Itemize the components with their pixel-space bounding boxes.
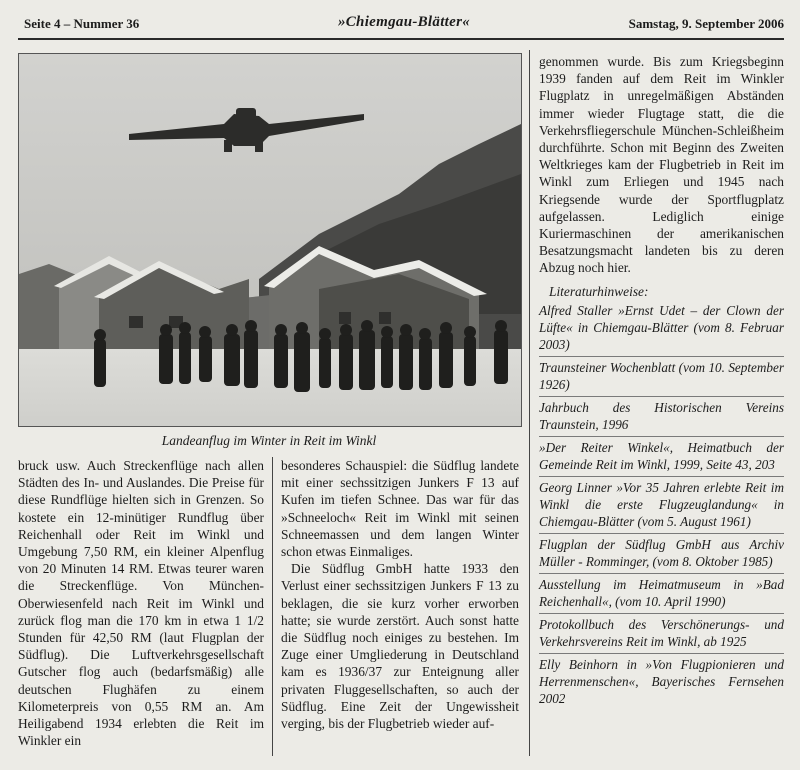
reference-item: Ausstellung im Heimatmuseum in »Bad Reichenhall«, (vom 10. April 1990) — [539, 573, 784, 613]
paragraph: genommen wurde. Bis zum Kriegsbeginn 1939 fanden auf dem Reit im Winkler Flugplatz in unregelmäßigen Abständen immer wieder Flugtage statt, die die Verkehrsfliegerschule München-Schleißheim durchführte. Schon mit Beginn des Zweiten Weltkrieges kam der Flugbetrieb in Reit im Winkl zum Erliegen und 1945 nach Kriegsende wurde der Sportflugplatz aufgelassen. Lediglich einige Kuriermaschinen der amerikanischen Besatzungsmacht landeten bis zu deren Abzug noch hier. — [539, 54, 784, 276]
reference-item: Georg Linner »Vor 35 Jahren erlebte Reit im Winkl die erste Flugzeuglandung« in Chiemgau-Blätter (vom 5. August 1961) — [539, 476, 784, 533]
issue-date: Samstag, 9. September 2006 — [628, 16, 784, 31]
reference-item: »Der Reiter Winkel«, Heimatbuch der Gemeinde Reit im Winkl, 1999, Seite 43, 203 — [539, 436, 784, 476]
page-header — [24, 14, 784, 34]
reference-item: Protokollbuch des Verschönerungs- und Verkehrsvereins Reit im Winkl, ab 1925 — [539, 613, 784, 653]
column-divider — [529, 50, 530, 756]
article-column-1 — [18, 457, 264, 749]
paragraph: Die Südflug GmbH hatte 1933 den Verlust einer sechssitzigen Junkers F 13 zu beklagen, die sie kurz vorher erworben hatte; sie wurde zerstört. Auch sonst hatte die Südflug noch einiges zu bestehen. Im Zuge einer Umgliederung in Deutschland kam es 1936/37 zur Enteignung aller privaten Fluggesellschaften, so auch der Südflug. Eine Zeit der Ungewissheit verging, bis der Flugbetrieb wieder auf- — [281, 561, 519, 732]
paragraph: besonderes Schauspiel: die Südflug landete mit einer sechssitzigen Junkers F 13 auf Kufen im tiefen Schnee. Das war für das »Schneeloch« Reit im Winkl mit seinen Schneemassen und dem langen Winter schon etwas Einmaliges. — [281, 458, 519, 560]
publication-title: »Chiemgau-Blätter« — [337, 14, 471, 30]
reference-item: Traunsteiner Wochenblatt (vom 10. September 1926) — [539, 356, 784, 396]
photo-airplane-landing — [18, 53, 522, 427]
article-column-3 — [539, 53, 784, 710]
column-divider — [272, 457, 273, 756]
reference-item: Elly Beinhorn in »Von Flugpionieren und Herrenmenschen«, Bayerisches Fernsehen 2002 — [539, 653, 784, 710]
photo-caption: Landeanflug im Winter in Reit im Winkl — [161, 433, 377, 448]
literature-heading: Literaturhinweise: — [549, 283, 649, 299]
reference-list — [539, 300, 784, 710]
header-rule — [18, 38, 784, 40]
article-column-2 — [281, 457, 519, 732]
reference-item: Jahrbuch des Historischen Vereins Traunstein, 1996 — [539, 396, 784, 436]
reference-item: Flugplan der Südflug GmbH aus Archiv Müller - Romminger, (vom 8. Oktober 1985) — [539, 533, 784, 573]
paragraph: bruck usw. Auch Streckenflüge nach allen Städten des In- und Auslandes. Die Preise für diese Rundflüge hielten sich in Grenzen. So kostete ein 12-minütiger Rundflug über Reichenhall oder Reit im Winkl und Umgebung 7,50 RM, ein kleiner Alpenflug von 20 Minuten 14 RM. Etwas teurer waren die Streckenflüge. Von München-Oberwiesenfeld nach Reit im Winkl und zurück flog man die 170 km in etwa 1 1/2 Stunden für 42,50 RM (laut Flugplan der Südflug). Die Luftverkehrsgesellschaft Gutscher flog auch (bedarfsmäßig) alle deutschen Flughäfen zu einem Kilometerpreis von 0,55 RM an. Am Heiligabend 1934 erlebten die Reit im Winkler ein — [18, 458, 264, 749]
page-number: Seite 4 – Nummer 36 — [24, 16, 140, 31]
reference-item: Alfred Staller »Ernst Udet – der Clown der Lüfte« in Chiemgau-Blätter (vom 8. Februar 2003) — [539, 302, 784, 352]
photo-illustration — [19, 54, 521, 426]
